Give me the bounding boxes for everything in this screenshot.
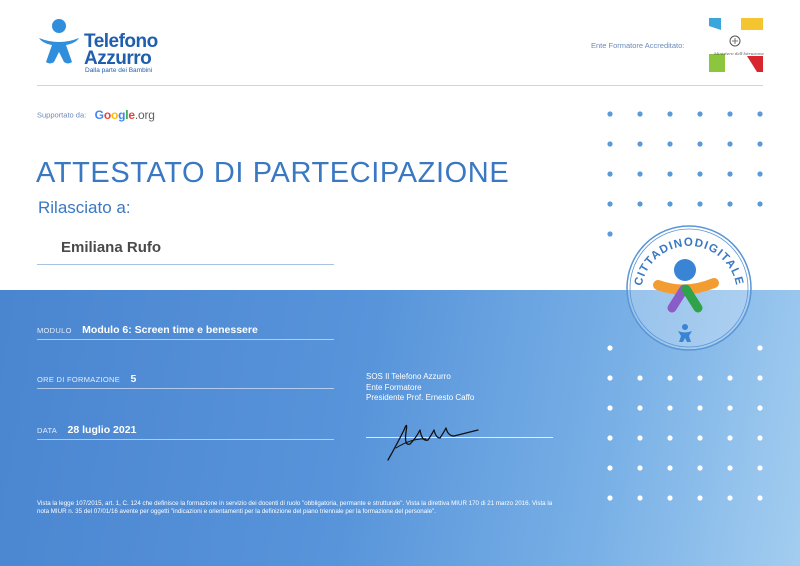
decorative-dot xyxy=(607,231,612,236)
decorative-dot xyxy=(607,141,612,146)
decorative-dot xyxy=(637,111,642,116)
certificate-title: ATTESTATO DI PARTECIPAZIONE xyxy=(36,157,510,189)
decorative-dot xyxy=(637,201,642,206)
decorative-dot xyxy=(697,435,702,440)
decorative-dot xyxy=(697,201,702,206)
decorative-dot xyxy=(727,171,732,176)
telefono-azzurro-logo-icon xyxy=(36,18,82,66)
support-line xyxy=(37,106,155,124)
decorative-dot xyxy=(727,141,732,146)
decorative-dot xyxy=(637,465,642,470)
decorative-dot xyxy=(667,435,672,440)
modulo-label: MODULO xyxy=(37,326,72,335)
decorative-dot xyxy=(637,171,642,176)
decorative-dot xyxy=(607,171,612,176)
decorative-dot xyxy=(727,111,732,116)
decorative-dot xyxy=(607,465,612,470)
decorative-dot xyxy=(607,111,612,116)
support-label: Supportato da: xyxy=(37,110,87,120)
decorative-dot xyxy=(667,495,672,500)
decorative-dot xyxy=(667,111,672,116)
decorative-dot xyxy=(607,201,612,206)
legal-notice: Vista la legge 107/2015, art. 1, C. 124 che definisce la formazione in servizio dei docenti di ruolo "obbligatoria, permante e strutturale". Vista la direttiva MIUR 170 di 21 marzo 2016. Vista la nota MIUR n. 35 del 07/01/16 avente per oggetti "indicazioni e orientamenti per la definizione del piano triennale per la formazione del personale". xyxy=(37,500,553,515)
decorative-dot xyxy=(637,495,642,500)
data-field xyxy=(37,420,334,440)
decorative-dot xyxy=(757,435,762,440)
signature-icon xyxy=(382,408,492,464)
cittadino-digitale-badge-icon xyxy=(624,223,754,353)
decorative-dot xyxy=(727,435,732,440)
decorative-dot xyxy=(697,171,702,176)
decorative-dot xyxy=(697,141,702,146)
decorative-dot xyxy=(757,495,762,500)
modulo-field xyxy=(37,320,334,340)
decorative-dot xyxy=(637,375,642,380)
header-divider xyxy=(37,85,763,86)
ore-formazione-label: ORE DI FORMAZIONE xyxy=(37,375,121,384)
ministero-istruzione-logo-icon xyxy=(707,16,765,76)
logo-tagline: Dalla parte dei Bambini xyxy=(85,67,153,74)
ministry-caption: Ministero dell'Istruzione xyxy=(714,51,764,56)
decorative-dot xyxy=(637,405,642,410)
logo-name-line1: Telefono xyxy=(84,31,158,52)
decorative-dot xyxy=(697,375,702,380)
decorative-dot xyxy=(727,405,732,410)
decorative-dot xyxy=(697,111,702,116)
data-label: DATA xyxy=(37,426,58,435)
signer-line3: Presidente Prof. Ernesto Caffo xyxy=(366,393,475,402)
ore-formazione-field xyxy=(37,369,334,389)
decorative-dot xyxy=(757,405,762,410)
decorative-dot xyxy=(667,171,672,176)
decorative-dot xyxy=(727,465,732,470)
decorative-dot xyxy=(667,405,672,410)
decorative-dot xyxy=(667,465,672,470)
ore-formazione-value: 5 xyxy=(130,373,137,385)
decorative-dot xyxy=(727,495,732,500)
decorative-dot xyxy=(757,375,762,380)
decorative-dot xyxy=(757,201,762,206)
decorative-dot xyxy=(727,201,732,206)
decorative-dot xyxy=(667,141,672,146)
decorative-dot xyxy=(607,375,612,380)
decorative-dot xyxy=(757,465,762,470)
decorative-dot xyxy=(727,375,732,380)
decorative-dot xyxy=(667,201,672,206)
decorative-dot xyxy=(697,405,702,410)
issued-to-label: Rilasciato a: xyxy=(38,198,131,217)
badge-text: CITTADINODIGITALE xyxy=(632,237,746,288)
recipient-name-underline xyxy=(37,264,334,265)
decorative-dot xyxy=(757,141,762,146)
decorative-dot xyxy=(697,465,702,470)
decorative-dot xyxy=(757,345,762,350)
telefono-azzurro-logo xyxy=(36,18,176,76)
decorative-dot xyxy=(757,111,762,116)
recipient-name: Emiliana Rufo xyxy=(61,239,162,256)
decorative-dot xyxy=(697,495,702,500)
accreditation-label: Ente Formatore Accreditato: xyxy=(591,41,685,50)
modulo-value: Modulo 6: Screen time e benessere xyxy=(82,324,258,336)
decorative-dot xyxy=(637,435,642,440)
decorative-dot xyxy=(607,495,612,500)
signer-line2: Ente Formatore xyxy=(366,382,422,392)
decorative-dot xyxy=(607,345,612,350)
decorative-dot xyxy=(607,405,612,410)
signer-line1: SOS Il Telefono Azzurro xyxy=(366,372,451,381)
google-org-logo: Google.org xyxy=(94,107,155,122)
signer-block xyxy=(366,372,474,404)
ministero-istruzione-logo xyxy=(707,16,765,76)
decorative-dot xyxy=(757,171,762,176)
data-value: 28 luglio 2021 xyxy=(67,424,137,436)
logo-name-line2: Azzurro xyxy=(84,48,152,69)
decorative-dot xyxy=(637,141,642,146)
decorative-dot xyxy=(667,375,672,380)
decorative-dot xyxy=(607,435,612,440)
